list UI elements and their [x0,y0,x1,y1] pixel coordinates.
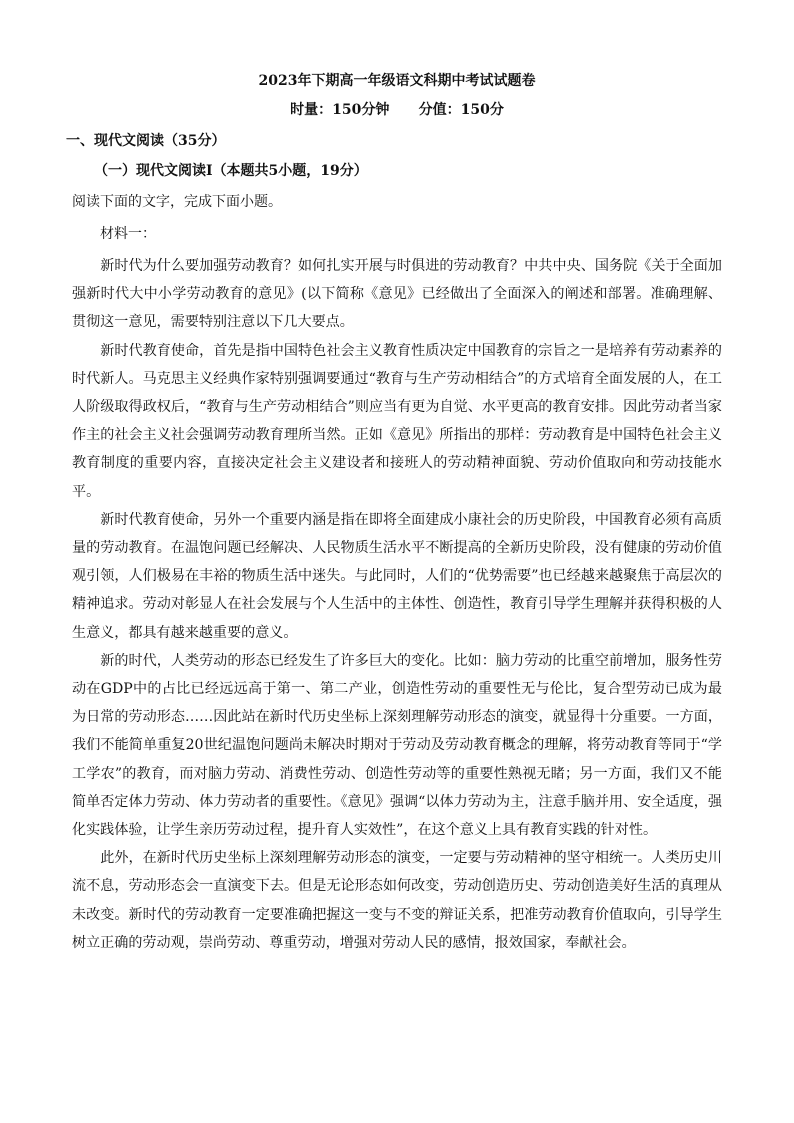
passage-paragraph: 新的时代，人类劳动的形态已经发生了许多巨大的变化。比如：脑力劳动的比重空前增加，服务性劳动在GDP中的占比已经远远高于第一、第二产业，创造性劳动的重要性无与伦比，复合型劳动已成为最为日常的劳动形态……因此站在新时代历史坐标上深刻理解劳动形态的演变，就显得十分重要。一方面，我们不能简单重复20世纪温饱问题尚未解决时期对于劳动及劳动教育概念的理解，将劳动教育等同于“学工学农”的教育，而对脑力劳动、消费性劳动、创造性劳动等的重要性熟视无睹；另一方面，我们又不能简单否定体力劳动、体力劳动者的重要性。《意见》强调“以体力劳动为主，注意手脑并用、安全适度，强化实践体验，让学生亲历劳动过程，提升育人实效性”，在这个意义上具有教育实践的针对性。 [72,652,722,839]
passage-paragraph: 新时代教育使命，首先是指中国特色社会主义教育性质决定中国教育的宗旨之一是培养有劳动素养的时代新人。马克思主义经典作家特别强调要通过“教育与生产劳动相结合”的方式培育全面发展的人，在工人阶级取得政权后，“教育与生产劳动相结合”则应当有更为自觉、水平更高的教育安排。因此劳动者当家作主的社会主义社会强调劳动教育理所当然。正如《意见》所指出的那样：劳动教育是中国特色社会主义教育制度的重要内容，直接决定社会主义建设者和接班人的劳动精神面貌、劳动价值取向和劳动技能水平。 [72,342,722,500]
exam-title: 2023年下期高一年级语文科期中考试试题卷 [258,73,536,89]
material-label: 材料一： [100,226,156,242]
passage-paragraph: 新时代为什么要加强劳动教育？如何扎实开展与时俱进的劳动教育？中共中央、国务院《关于全面加强新时代大中小学劳动教育的意见》(以下简称《意见》已经做出了全面深入的阐述和部署。准确理解、贯彻这一意见，需要特别注意以下几大要点。 [72,258,722,331]
section-heading: 一、现代文阅读（35分） [66,133,226,149]
exam-time-and-score: 时量：150分钟 分值：150分 [290,102,504,118]
passage-paragraph: 此外，在新时代历史坐标上深刻理解劳动形态的演变，一定要与劳动精神的坚守相统一。人类历史川流不息，劳动形态会一直演变下去。但是无论形态如何改变，劳动创造历史、劳动创造美好生活的真理从未改变。新时代的劳动教育一定要准确把握这一变与不变的辩证关系，把准劳动教育价值取向，引导学生树立正确的劳动观，崇尚劳动、尊重劳动，增强对劳动人民的感情，报效国家，奉献社会。 [72,850,722,951]
reading-instruction: 阅读下面的文字，完成下面小题。 [72,194,282,210]
passage-paragraph: 新时代教育使命，另外一个重要内涵是指在即将全面建成小康社会的历史阶段，中国教育必须有高质量的劳动教育。在温饱问题已经解决、人民物质生活水平不断提高的全新历史阶段，没有健康的劳动价值观引领，人们极易在丰裕的物质生活中迷失。与此同时，人们的“优势需要”也已经越来越聚焦于高层次的精神追求。劳动对彰显人在社会发展与个人生活中的主体性、创造性，教育引导学生理解并获得积极的人生意义，都具有越来越重要的意义。 [72,511,722,641]
passage-body [72,252,722,957]
subsection-heading: （一）现代文阅读Ⅰ（本题共5小题，19分） [94,163,368,179]
